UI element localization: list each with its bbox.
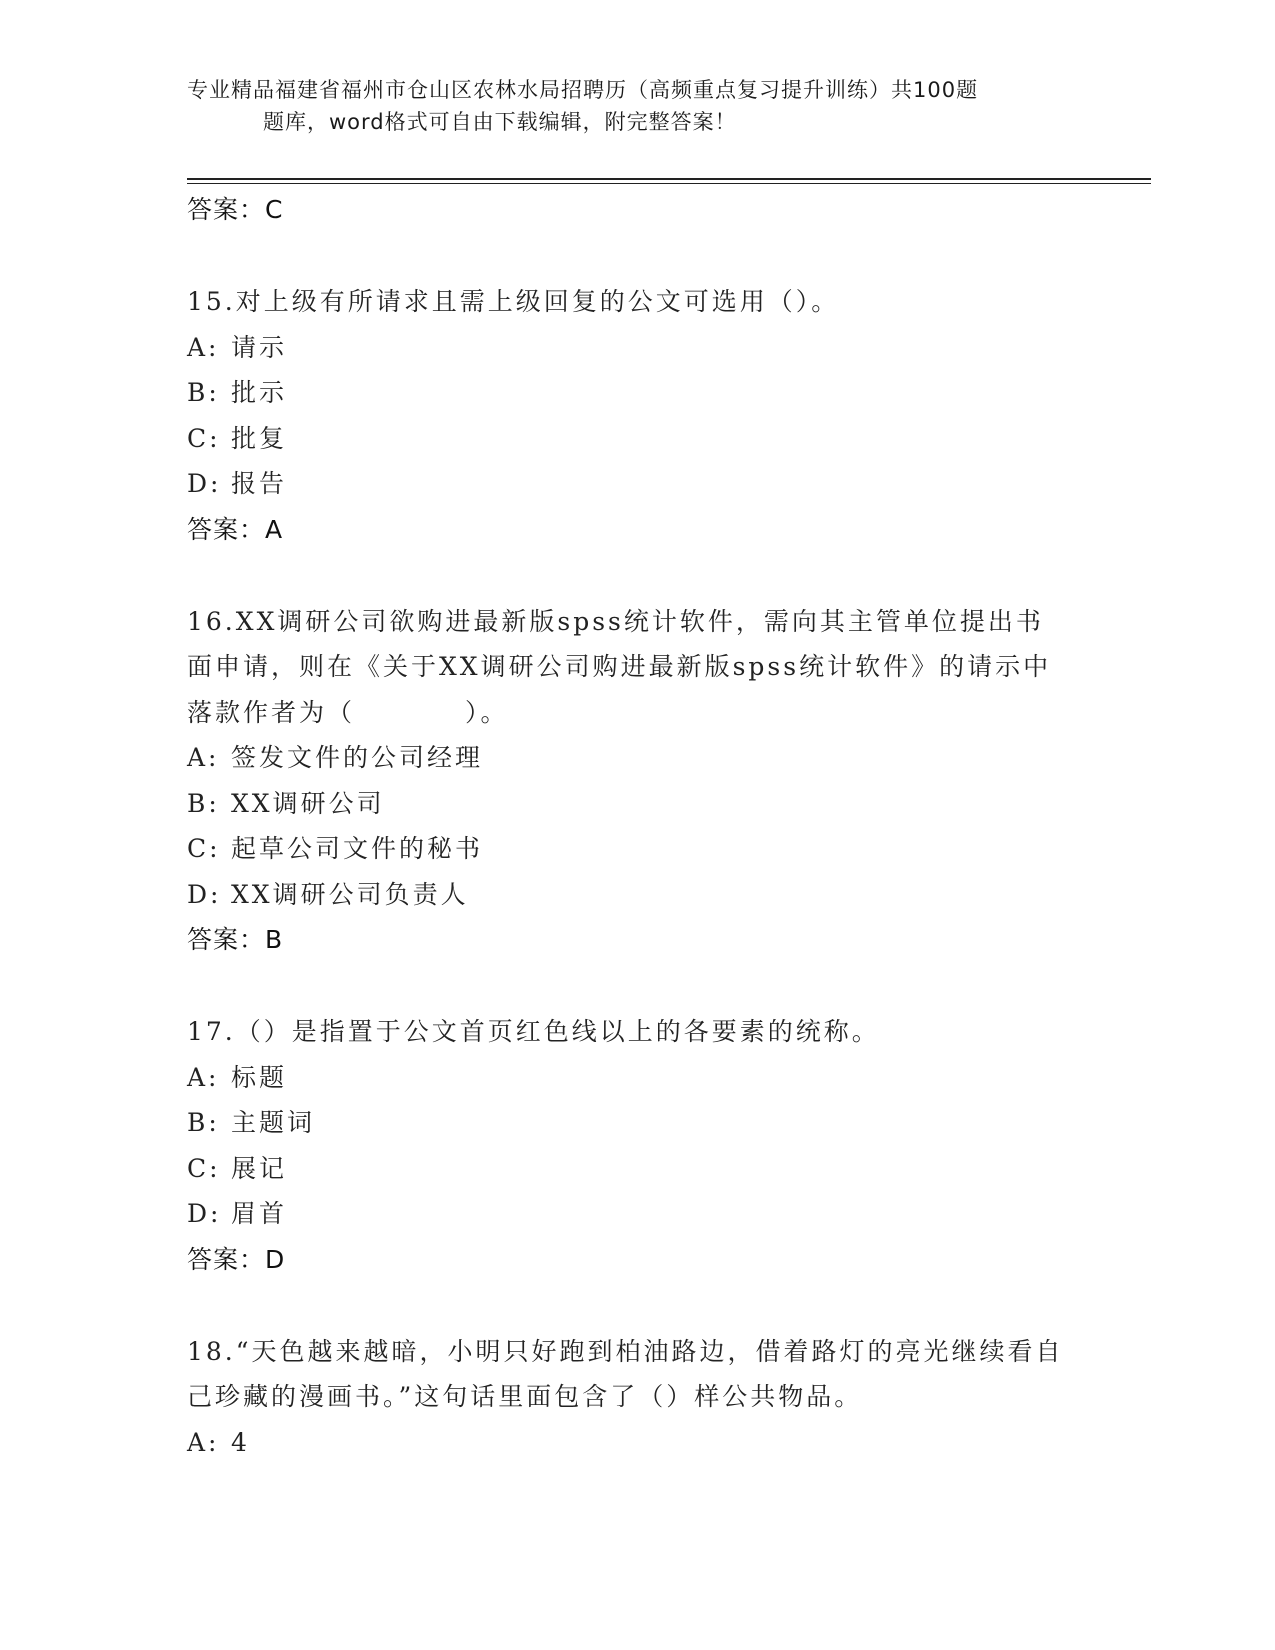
option-text: XX调研公司负责人 xyxy=(231,879,469,909)
question-number: 18. xyxy=(187,1336,236,1366)
option-c xyxy=(187,826,1087,872)
option-text: 标题 xyxy=(231,1062,288,1092)
option-b xyxy=(187,370,1087,416)
option-key: A: xyxy=(187,1427,220,1457)
option-text: 4 xyxy=(231,1427,250,1457)
option-text: 批复 xyxy=(231,423,288,453)
option-key: C: xyxy=(187,834,221,863)
option-key: D: xyxy=(187,1199,222,1228)
option-key: A: xyxy=(187,743,220,772)
header-rule-thin xyxy=(187,183,1151,184)
answer-label: 答案： xyxy=(187,1244,266,1274)
question-number: 17. xyxy=(187,1017,236,1046)
answer-label: 答案： xyxy=(187,925,266,954)
option-key: D: xyxy=(187,879,222,909)
question-text xyxy=(187,279,1067,325)
option-text: XX调研公司 xyxy=(231,788,385,818)
question-text xyxy=(187,1009,1067,1055)
question-text xyxy=(187,1329,1067,1420)
answer-label: 答案： xyxy=(187,195,266,224)
option-b xyxy=(187,1100,1087,1146)
option-b xyxy=(187,781,1087,827)
page-header xyxy=(187,74,1087,138)
answer-value: A xyxy=(265,514,284,544)
option-text: 主题词 xyxy=(231,1108,316,1137)
option-text: 展记 xyxy=(231,1153,288,1183)
option-a xyxy=(187,735,1087,781)
option-key: B: xyxy=(187,788,220,818)
option-text: 起草公司文件的秘书 xyxy=(231,834,484,863)
previous-answer xyxy=(187,187,1087,233)
question-number: 15. xyxy=(187,287,236,316)
option-key: D: xyxy=(187,469,222,498)
option-d xyxy=(187,872,1087,918)
header-rule-thick xyxy=(187,178,1151,180)
header-line-1: 专业精品福建省福州市仓山区农林水局招聘历（高频重点复习提升训练）共100题 xyxy=(187,78,979,102)
option-text: 批示 xyxy=(231,378,288,407)
answer-label: 答案： xyxy=(187,514,266,544)
question-stem: XX调研公司欲购进最新版spss统计软件，需向其主管单位提出书面申请，则在《关于XX调研公司购进最新版spss统计软件》的请示中落款作者为（ xyxy=(187,606,1052,727)
answer-line xyxy=(187,917,1087,963)
question-stem: “天色越来越暗，小明只好跑到柏油路边，借着路灯的亮光继续看自己珍藏的漫画书。”这句话里面包含了（）样公共物品。 xyxy=(187,1336,1064,1411)
question-17 xyxy=(187,1009,1087,1283)
option-d xyxy=(187,461,1087,507)
question-stem: （）是指置于公文首页红色线以上的各要素的统称。 xyxy=(235,1017,880,1046)
question-stem-end: ）。 xyxy=(465,697,509,727)
header-line-2: 题库，word格式可自由下载编辑，附完整答案！ xyxy=(263,110,737,134)
answer-line xyxy=(187,507,1087,553)
option-text: 签发文件的公司经理 xyxy=(231,743,484,772)
option-c xyxy=(187,416,1087,462)
answer-value: D xyxy=(265,1244,286,1274)
option-a xyxy=(187,325,1087,371)
option-text: 报告 xyxy=(231,469,288,498)
option-key: A: xyxy=(187,332,220,362)
option-c xyxy=(187,1146,1087,1192)
option-text: 眉首 xyxy=(231,1199,288,1228)
option-key: C: xyxy=(187,1153,221,1183)
question-stem: 对上级有所请求且需上级回复的公文可选用（）。 xyxy=(235,287,840,316)
option-text: 请示 xyxy=(231,332,288,362)
option-a xyxy=(187,1420,1087,1466)
question-16 xyxy=(187,599,1087,964)
answer-value: C xyxy=(265,195,284,224)
option-key: C: xyxy=(187,423,221,453)
option-key: B: xyxy=(187,1108,220,1137)
question-15 xyxy=(187,279,1087,553)
option-key: A: xyxy=(187,1062,220,1092)
option-key: B: xyxy=(187,378,220,407)
question-text xyxy=(187,599,1067,736)
option-d xyxy=(187,1191,1087,1237)
option-a xyxy=(187,1055,1087,1101)
answer-line xyxy=(187,1237,1087,1283)
question-list xyxy=(187,187,1087,1465)
question-number: 16. xyxy=(187,606,236,636)
answer-value: B xyxy=(265,925,284,954)
question-18 xyxy=(187,1329,1087,1466)
